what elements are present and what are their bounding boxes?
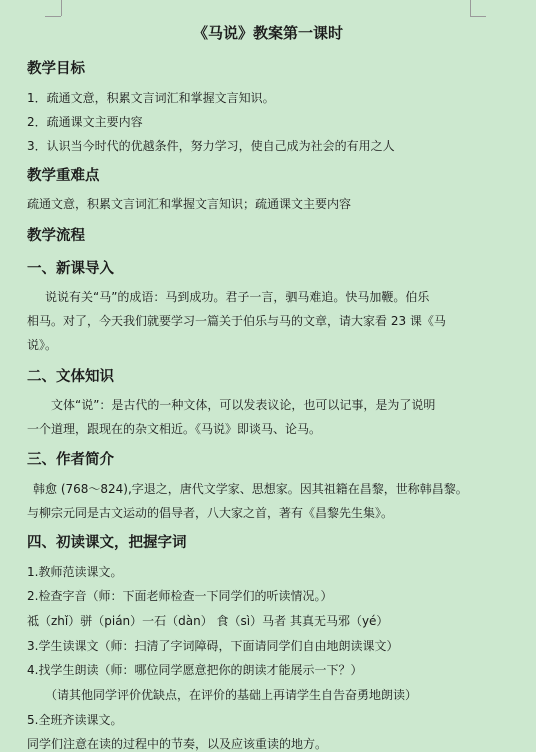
section-4-line-2: 2.检查字音（师：下面老师检查一下同学们的听读情况。） (27, 589, 333, 603)
section-2-line-1: 文体“说”：是古代的一种文体，可以发表议论，也可以记事，是为了说明 (51, 398, 436, 412)
key-points-text: 疏通文意，积累文言词汇和掌握文言知识；疏通课文主要内容 (27, 197, 352, 211)
section-4-line-7: 同学们注意在读的过程中的节奏，以及应该重读的地方。 (27, 737, 328, 751)
heading-teaching-flow: 教学流程 (27, 228, 85, 244)
crop-mark-right-horizontal (470, 16, 486, 17)
heading-key-points: 教学重难点 (27, 168, 100, 184)
crop-mark-left-horizontal (45, 16, 61, 17)
heading-section-2: 二、文体知识 (27, 369, 114, 385)
heading-section-1: 一、新课导入 (27, 261, 114, 277)
document-title: 《马说》教案第一课时 (192, 24, 343, 42)
section-2-line-2: 一个道理，跟现在的杂文相近。《马说》即谈马、论马。 (27, 422, 322, 436)
section-1-line-1: 说说有关“马”的成语：马到成功。君子一言，驷马难追。快马加鞭。伯乐 (45, 290, 430, 304)
pronunciation-line: 祗（zhǐ）骈（pián）一石（dàn） 食（sì）马者 其真无马邪（yé） (27, 614, 389, 628)
section-1-line-3: 说》。 (27, 338, 58, 352)
heading-section-3: 三、作者简介 (27, 452, 114, 468)
section-3-line-1: 韩愈 (768～824),字退之，唐代文学家、思想家。因其祖籍在昌黎，世称韩昌黎。 (33, 482, 468, 496)
section-4-line-4: 4.找学生朗读（师：哪位同学愿意把你的朗读才能展示一下？） (27, 663, 363, 677)
goal-item-1: 1．疏通文意，积累文言词汇和掌握文言知识。 (27, 91, 275, 105)
goal-item-2: 2．疏通课文主要内容 (27, 115, 143, 129)
section-4-line-6: 5.全班齐读课文。 (27, 713, 123, 727)
goal-item-3: 3．认识当今时代的优越条件，努力学习，使自己成为社会的有用之人 (27, 139, 395, 153)
heading-goals: 教学目标 (27, 61, 85, 77)
crop-mark-right-vertical (470, 0, 471, 16)
section-4-line-5: （请其他同学评价优缺点，在评价的基础上再请学生自告奋勇地朗读） (45, 688, 418, 702)
section-1-line-2: 相马。对了，今天我们就要学习一篇关于伯乐与马的文章，请大家看 23 课《马 (27, 314, 446, 328)
section-4-line-3: 3.学生读课文（师：扫清了字词障碍，下面请同学们自由地朗读课文） (27, 639, 399, 653)
heading-section-4: 四、初读课文，把握字词 (27, 535, 187, 551)
crop-mark-left-vertical (61, 0, 62, 16)
section-3-line-2: 与柳宗元同是古文运动的倡导者，八大家之首，著有《昌黎先生集》。 (27, 506, 394, 520)
section-4-line-1: 1.教师范读课文。 (27, 565, 123, 579)
